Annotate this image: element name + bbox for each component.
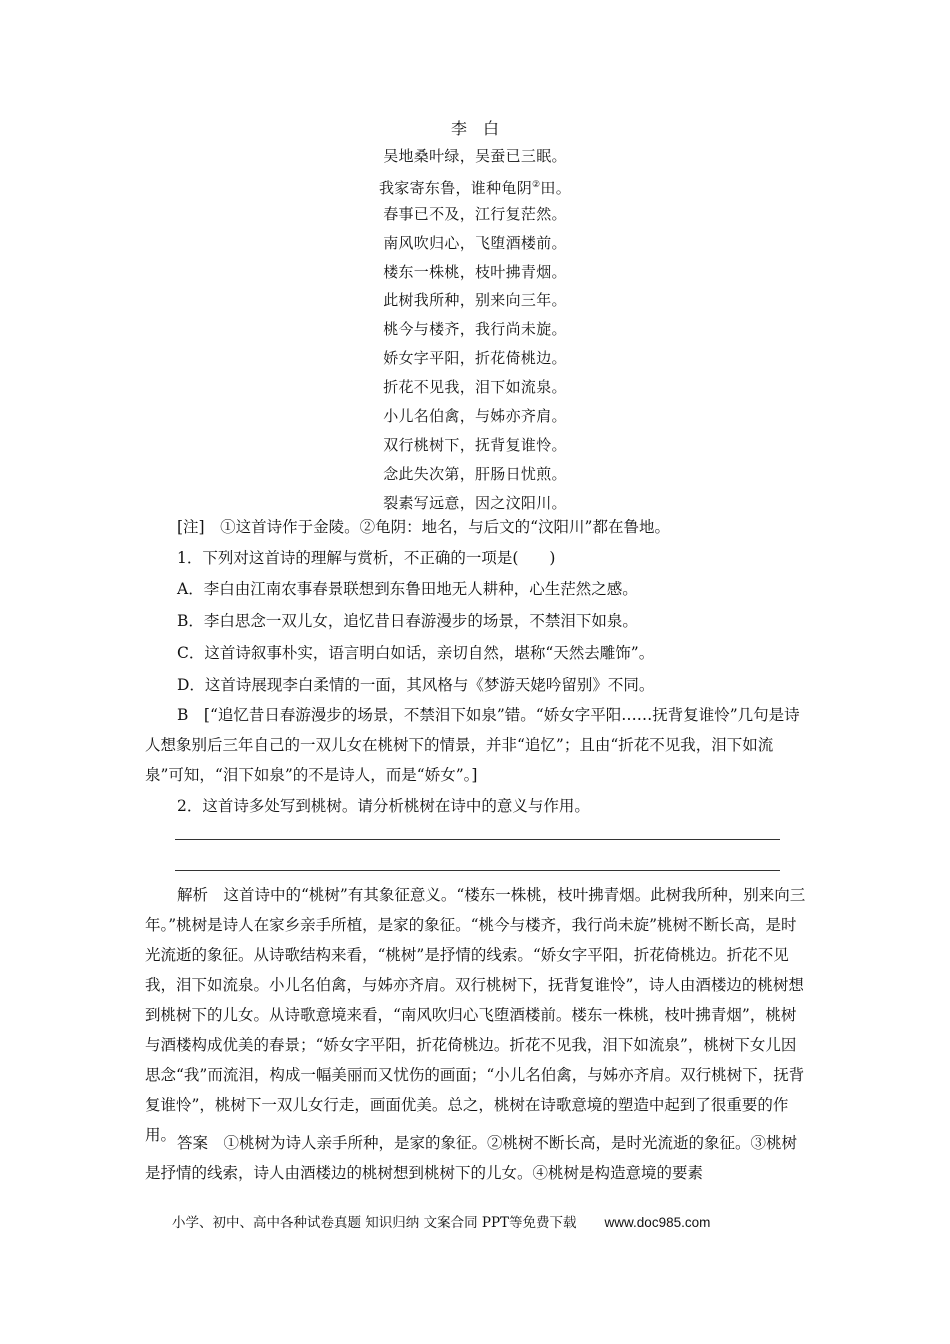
answer-line [175, 870, 780, 871]
option-c: C．这首诗叙事朴实，语言明白如话，亲切自然，堪称“天然去雕饰”。 [177, 644, 655, 662]
poem-line: 折花不见我，泪下如流泉。 [383, 378, 567, 397]
poem-line: 吴地桑叶绿，吴蚕已三眠。 [383, 147, 567, 165]
footnote-marker: ② [532, 179, 541, 190]
poem [0, 142, 950, 518]
question-2-answer: 答案 ①桃树为诗人亲手所种，是家的象征。②桃树不断长高，是时光流逝的象征。③桃树是抒情的线索，诗人由酒楼边的桃树想到桃树下的儿女。④桃树是构造意境的要素 [145, 1134, 798, 1182]
poem-note: [注] ①这首诗作于金陵。②龟阴：地名，与后文的“汶阳川”都在鲁地。 [177, 518, 670, 536]
question-1-stem: 1．下列对这首诗的理解与赏析，不正确的一项是( ) [177, 549, 556, 567]
option-b: B．李白思念一双儿女，追忆昔日春游漫步的场景，不禁泪下如泉。 [177, 612, 638, 630]
footer-text: 小学、初中、高中各种试卷真题 知识归纳 文案合同 PPT等免费下载 [172, 1215, 577, 1231]
poem-line: 此树我所种，别来向三年。 [383, 291, 567, 310]
poem-line: 双行桃树下，抚背复谁怜。 [383, 435, 567, 454]
option-d: D．这首诗展现李白柔情的一面，其风格与《梦游天姥吟留别》不同。 [177, 676, 655, 694]
page-footer [172, 1211, 812, 1231]
poem-line: 南风吹归心，飞堕酒楼前。 [383, 233, 567, 252]
poem-line: 娇女字平阳，折花倚桃边。 [383, 349, 567, 368]
poem-author: 李 白 [450, 119, 499, 138]
question-2-analysis: 解析 这首诗中的“桃树”有其象征意义。“楼东一株桃，枝叶拂青烟。此树我所种，别来向三年。”桃树是诗人在家乡亲手所植，是家的象征。“桃今与楼齐，我行尚未旋”桃树不断长高，是时光流逝的象征。从诗歌结构来看，“桃树”是抒情的线索。“娇女字平阳，折花倚桃边。折花不见我，泪下如流泉。小儿名伯禽，与姊亦齐肩。双行桃树下，抚背复谁怜”，诗人由酒楼边的桃树想到桃树下的儿女。从诗歌意境来看，“南风吹归心飞堕酒楼前。楼东一株桃，枝叶拂青烟”，桃树与酒楼构成优美的春景；“娇女字平阳，折花倚桃边。折花不见我，泪下如流泉”，桃树下女儿因思念“我”而流泪，构成一幅美丽而又忧伤的画面；“小儿名伯禽，与姊亦齐肩。双行桃树下，抚背复谁怜”，桃树下一双儿女行走，画面优美。总之，桃树在诗歌意境的塑造中起到了很重要的作用。 [145, 886, 806, 1144]
footer-url[interactable]: www.doc985.com [604, 1215, 711, 1230]
question-1-answer: B [“追忆昔日春游漫步的场景，不禁泪下如泉”错。“娇女字平阳……抚背复谁怜”几句是诗人想象别后三年自己的一双儿女在桃树下的情景，并非“追忆”；且由“折花不见我，泪下如流泉”可知，“泪下如泉”的不是诗人，而是“娇女”。] [145, 706, 800, 784]
poem-line: 春事已不及，江行复茫然。 [383, 204, 567, 223]
option-a: A．李白由江南农事春景联想到东鲁田地无人耕种，心生茫然之感。 [177, 580, 638, 598]
poem-line: 桃今与楼齐，我行尚未旋。 [383, 320, 567, 339]
poem-line: 小儿名伯禽，与姊亦齐肩。 [383, 407, 567, 426]
poem-line: 楼东一株桃，枝叶拂青烟。 [383, 262, 567, 281]
answer-line [175, 839, 780, 840]
question-2-stem: 2．这首诗多处写到桃树。请分析桃树在诗中的意义与作用。 [177, 797, 590, 815]
poem-line: 裂素写远意，因之汶阳川。 [383, 493, 567, 512]
poem-line: 念此失次第，肝肠日忧煎。 [383, 464, 567, 483]
poem-line: 我家寄东鲁，谁种龟阴②田。 [379, 178, 571, 197]
